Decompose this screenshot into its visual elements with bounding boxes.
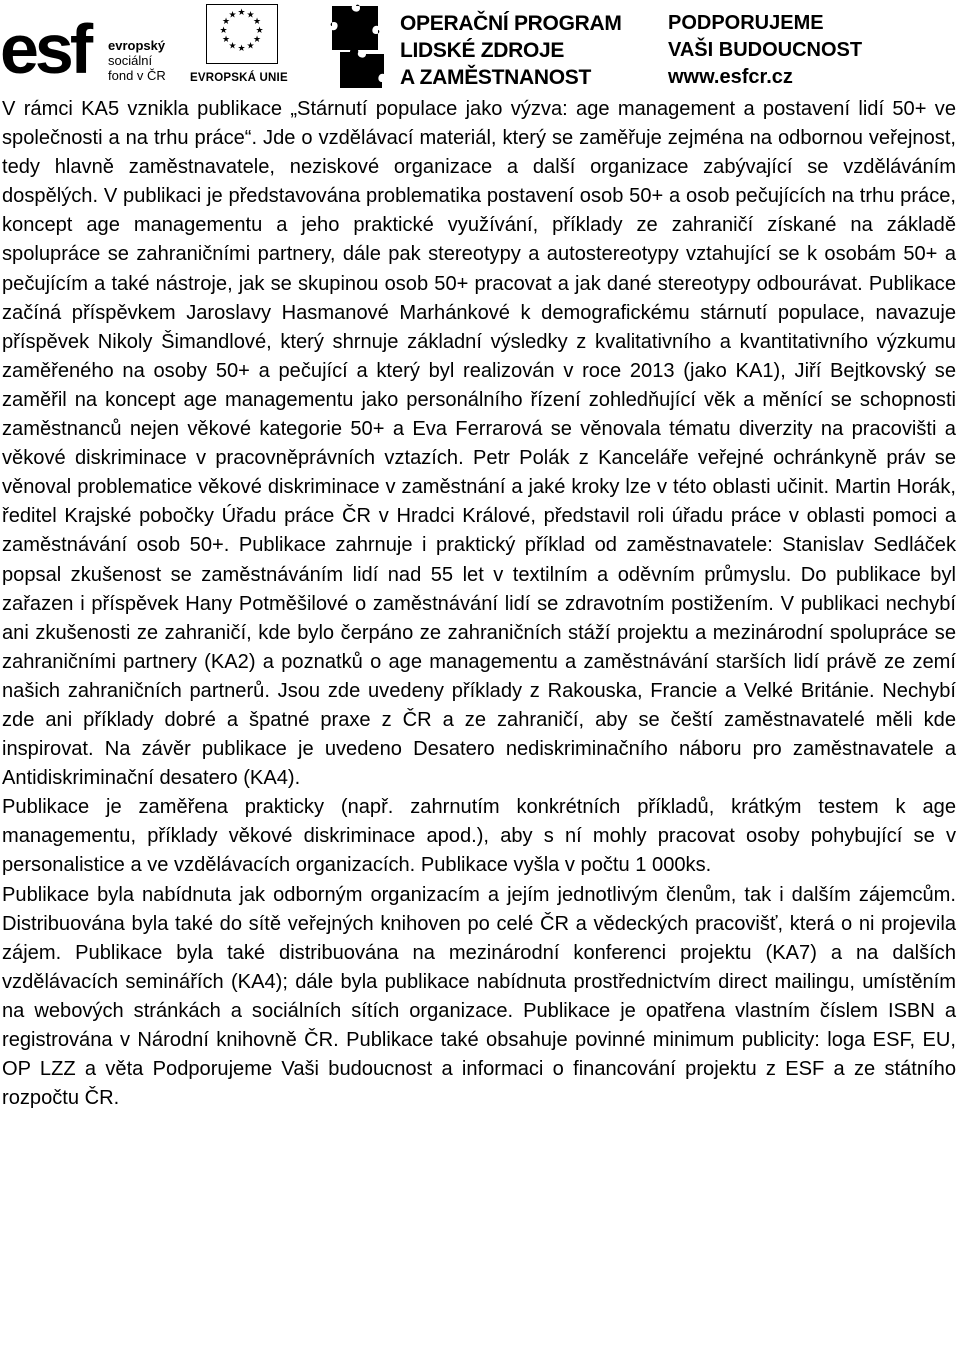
op-logo-text: [400, 10, 622, 91]
document-body: [2, 95, 956, 1113]
esf-logo-caption: [108, 38, 166, 83]
support-line2: VAŠI BUDOUCNOST: [668, 39, 863, 61]
svg-text:★: ★: [221, 35, 231, 45]
svg-text:★: ★: [228, 10, 237, 21]
logo-header: [0, 0, 960, 96]
eu-stars-icon: [207, 5, 276, 62]
body-paragraph-1: V rámci KA5 vznikla publikace „Stárnutí populace jako výzva: age management a postavení lidí 50+ ve společnosti a na trhu práce“. Jde o vzdělávací materiál, který se zaměřuje zejména na odbornou veřejnost, tedy hlavně zaměstnavatele, neziskové organizace a další organizace zabývající se vzděláváním dospělých. V publikaci je představována problematika postavení osob 50+ a osob pečujících na trhu práce, koncept age managementu a jeho praktické využívání, příklady ze zahraničí získané na základě spolupráce se zahraničními partnery, dále pak stereotypy a autostereotypy vztahující se k osobám 50+ a pečujícím a také nástroje, jak se skupinou osob 50+ pracovat a jak dané stereotypy odbourávat. Publikace začíná příspěvkem Jaroslavy Hasmanové Marhánkové k demografickému stárnutí populace, navazuje příspěvek Nikoly Šimandlové, který shrnuje základní výsledky z kvalitativního a kvantitativního výzkumu zaměřeného na osoby 50+ a pečující a který byl realizován v roce 2013 (jako KA1), Jiří Bejtkovský se zaměřil na koncept age managementu jako personálního řízení zohledňující věk a měnící se schopnosti zaměstnanců nejen věkové kategorie 50+ a Eva Ferrarová se věnovala tématu diverzity na pracovišti a věkové diskriminace v pracovněprávních vztazích. Petr Polák z Kanceláře veřejné ochránkyně práv se věnoval problematice věkové diskriminace v zaměstnání a jaké kroky lze v této oblasti učinit. Martin Horák, ředitel Krajské pobočky Úřadu práce ČR v Hradci Králové, představil roli úřadu práce v oblasti pomoci a zaměstnávání osob 50+. Publikace zahrnuje i praktický příklad od zaměstnavatele: Stanislav Sedláček popsal zkušenost se zaměstnáváním lidí nad 55 let v textilním a oděvním průmyslu. Do publikace byl zařazen i příspěvek Hany Potměšilové o zaměstnávání lidí se zdravotním postižením. V publikaci nechybí ani zkušenosti ze zahraničí, kde bylo čerpáno ze zahraničních stáží projektu a mezinárodní spolupráce se zahraničními partnery (KA2) a poznatků o age managementu a zaměstnávání starších lidí právě ze zemí našich zahraničních partnerů. Jsou zde uvedeny příklady z Rakouska, Francie a Velké Británie. Nechybí zde ani příklady dobré a špatné praxe z ČR a ze zahraničí, aby se čeští zaměstnavatelé měli kde inspirovat. Na závěr publikace je uvedeno Desatero nediskriminačního náboru pro zaměstnavatele a Antidiskriminační desatero (KA4).: [2, 98, 956, 790]
body-paragraph-3: Publikace byla nabídnuta jak odborným organizacím a jejím jednotlivým členům, tak i dalším zájemcům. Distribuována byla také do sítě veřejných knihoven po celé ČR a vědeckých pracovišť, která o ni projevila zájem. Publikace byla také distribuována na mezinárodní konferenci projektu (KA7) a na dalších vzdělávacích seminářích (KA4); dále byla publikace nabídnuta prostřednictvím direct mailingu, umístěním na webových stránkách a sociálních sítích organizace. Publikace je opatřena vlastním číslem ISBN a registrována v Národní knihovně ČR. Publikace také obsahuje povinné minimum publicity: loga ESF, EU, OP LZZ a věta Podporujeme Vaši budoucnost a informaci o financování projektu z ESF a ze státního rozpočtu ČR.: [2, 883, 956, 1110]
svg-text:★: ★: [237, 8, 246, 18]
op-logo-line2: LIDSKÉ ZDROJE: [400, 39, 565, 62]
op-logo-line3: A ZAMĚSTNANOST: [400, 66, 592, 89]
op-logo-line1: OPERAČNÍ PROGRAM: [400, 12, 622, 35]
esf-logo: [0, 2, 185, 92]
svg-text:★: ★: [221, 17, 231, 27]
svg-text:★: ★: [228, 41, 237, 52]
body-paragraph-2: Publikace je zaměřena prakticky (např. zahrnutím konkrétních příkladů, krátkým testem k age managementu, příklady věkové diskriminace apod.), aby s ní mohly pracovat osoby pohybující se v personalistice a ve vzdělávacích organizacích. Publikace vyšla v počtu 1 000ks.: [2, 796, 956, 877]
support-line1: PODPORUJEME: [668, 12, 824, 34]
svg-text:★: ★: [246, 10, 255, 21]
svg-text:★: ★: [255, 26, 264, 36]
esf-logo-line3: fond v ČR: [108, 68, 166, 83]
svg-text:★: ★: [219, 26, 228, 36]
esf-logo-line2: sociální: [108, 53, 153, 68]
puzzle-icon: [326, 2, 396, 92]
support-slogan: [668, 10, 862, 91]
op-logo: [326, 2, 666, 94]
eu-flag-icon: [206, 4, 278, 64]
svg-text:★: ★: [246, 41, 255, 52]
esf-logo-letters: esf: [0, 10, 90, 88]
svg-text:★: ★: [252, 35, 262, 45]
svg-text:★: ★: [252, 17, 262, 27]
svg-text:★: ★: [237, 44, 246, 54]
support-url: www.esfcr.cz: [668, 66, 793, 88]
eu-logo-caption: EVROPSKÁ UNIE: [190, 72, 288, 84]
eu-logo: [186, 4, 298, 92]
esf-logo-line1: evropský: [108, 38, 166, 53]
